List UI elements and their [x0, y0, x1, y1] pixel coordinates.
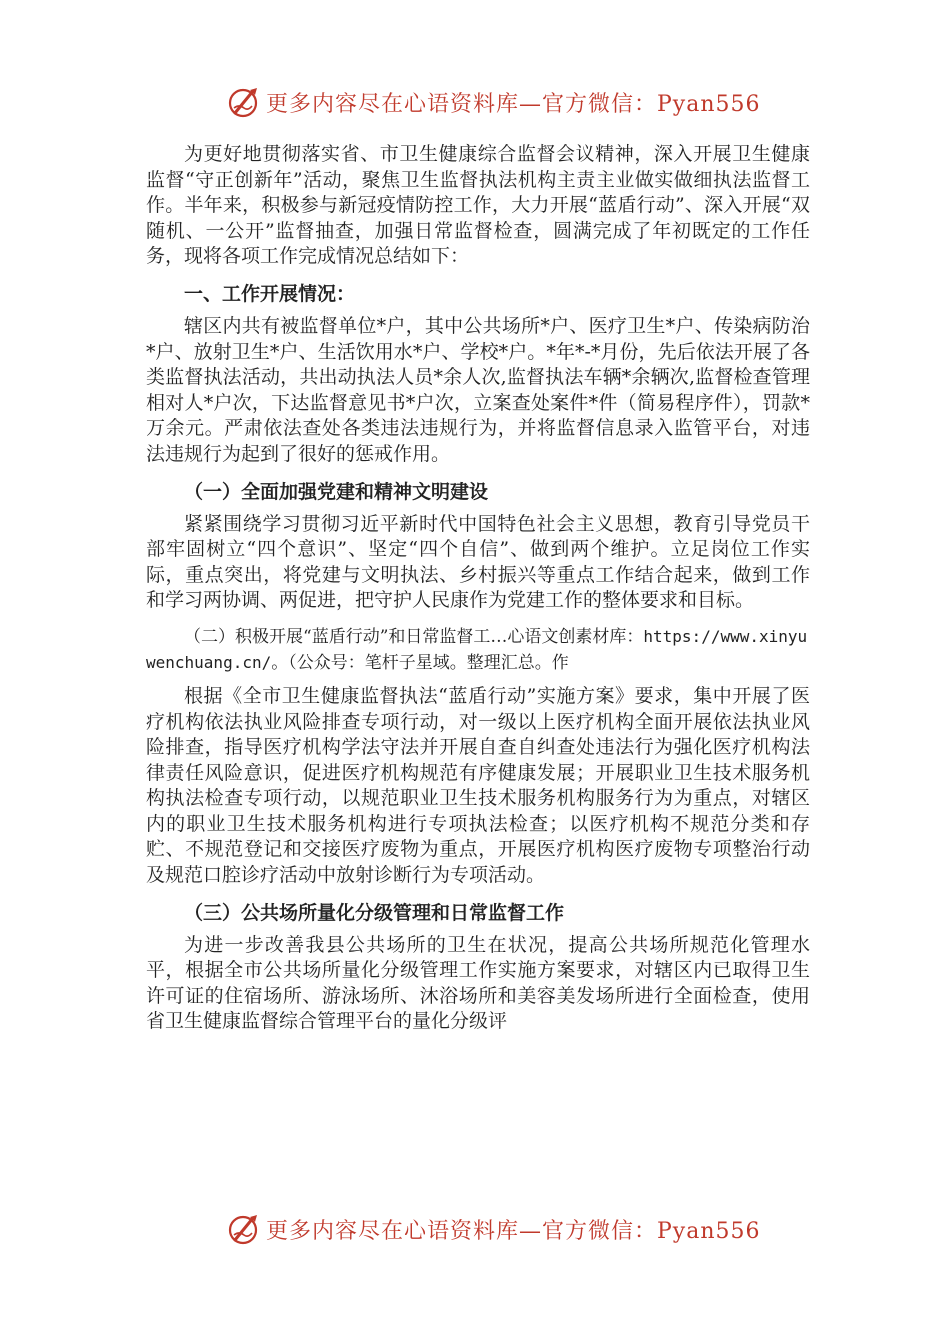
banner-text: 更多内容尽在心语资料库—官方微信：Pyan556 — [266, 91, 761, 117]
intro-paragraph: 为更好地贯彻落实省、市卫生健康综合监督会议精神，深入开展卫生健康监督“守正创新年”活动，聚焦卫生监督执法机构主责主业做实做细执法监督工作。半年来，积极参与新冠疫情防控工作，大力开展“蓝盾行动”、深入开展“双随机、一公开”监督抽查，加强日常监督检查，圆满完成了年初既定的工作任务，现将各项工作完成情况总结如下： — [146, 143, 810, 268]
subsection-heading-2-prefix: （二）积极开展“蓝盾行动”和日常监督工…心语文创素材库： — [184, 626, 644, 647]
section-heading: 一、工作开展情况： — [184, 282, 356, 305]
footer-banner — [226, 1211, 761, 1247]
section-paragraph: 辖区内共有被监督单位*户，其中公共场所*户、医疗卫生*户、传染病防治*户、放射卫生*户、生活饮用水*户、学校*户。*年*-*月份，先后依法开展了各类监督执法活动，共出动执法人员*余人次,监督执法车辆*余辆次,监督检查管理相对人*户次，下达监督意见书*户次，立案查处案件*件（简易程序件），罚款*万余元。严肃依法查处各类违法违规行为，并将监督信息录入监管平台，对违法违规行为起到了很好的惩戒作用。 — [146, 314, 810, 465]
subsection-paragraph-3: 为进一步改善我县公共场所的卫生在状况，提高公共场所规范化管理水平，根据全市公共场所量化分级管理工作实施方案要求，对辖区内已取得卫生许可证的住宿场所、游泳场所、沐浴场所和美容美发场所进行全面检查，使用省卫生健康监督综合管理平台的量化分级评 — [146, 933, 810, 1033]
pen-logo-icon — [226, 1211, 262, 1247]
subsection-heading-2-suffix: 。（公众号：笔杆子星域。整理汇总。作 — [271, 652, 569, 673]
header-banner — [226, 84, 761, 120]
subsection-paragraph-1: 紧紧围绕学习贯彻习近平新时代中国特色社会主义思想，教育引导党员干部牢固树立“四个意识”、坚定“四个自信”、做到两个维护。立足岗位工作实际，重点突出，将党建与文明执法、乡村振兴等重点工作结合起来，做到工作和学习两协调、两促进，把守护人民康作为党建工作的整体要求和目标。 — [146, 512, 810, 612]
subsection-heading-1: （一）全面加强党建和精神文明建设 — [184, 480, 489, 503]
subsection-paragraph-2: 根据《全市卫生健康监督执法“蓝盾行动”实施方案》要求，集中开展了医疗机构依法执业风险排查专项行动，对一级以上医疗机构全面开展依法执业风险排查，指导医疗机构学法守法并开展自查自纠查处违法行为强化医疗机构法律责任风险意识，促进医疗机构规范有序健康发展；开展职业卫生技术服务机构执法检查专项行动，以规范职业卫生技术服务机构服务行为为重点，对辖区内的职业卫生技术服务机构进行专项执法检查；以医疗机构不规范分类和存贮、不规范登记和交接医疗废物为重点，开展医疗机构医疗废物专项整治行动及规范口腔诊疗活动中放射诊断行为专项活动。 — [146, 684, 810, 887]
banner-text: 更多内容尽在心语资料库—官方微信：Pyan556 — [266, 1218, 761, 1244]
document-body — [146, 142, 810, 1035]
website-link[interactable]: https://www.xinyuwenchuang.cn/ — [146, 626, 808, 672]
subsection-heading-2 — [146, 624, 810, 676]
subsection-heading-3: （三）公共场所量化分级管理和日常监督工作 — [184, 901, 565, 924]
pen-logo-icon — [226, 84, 262, 120]
